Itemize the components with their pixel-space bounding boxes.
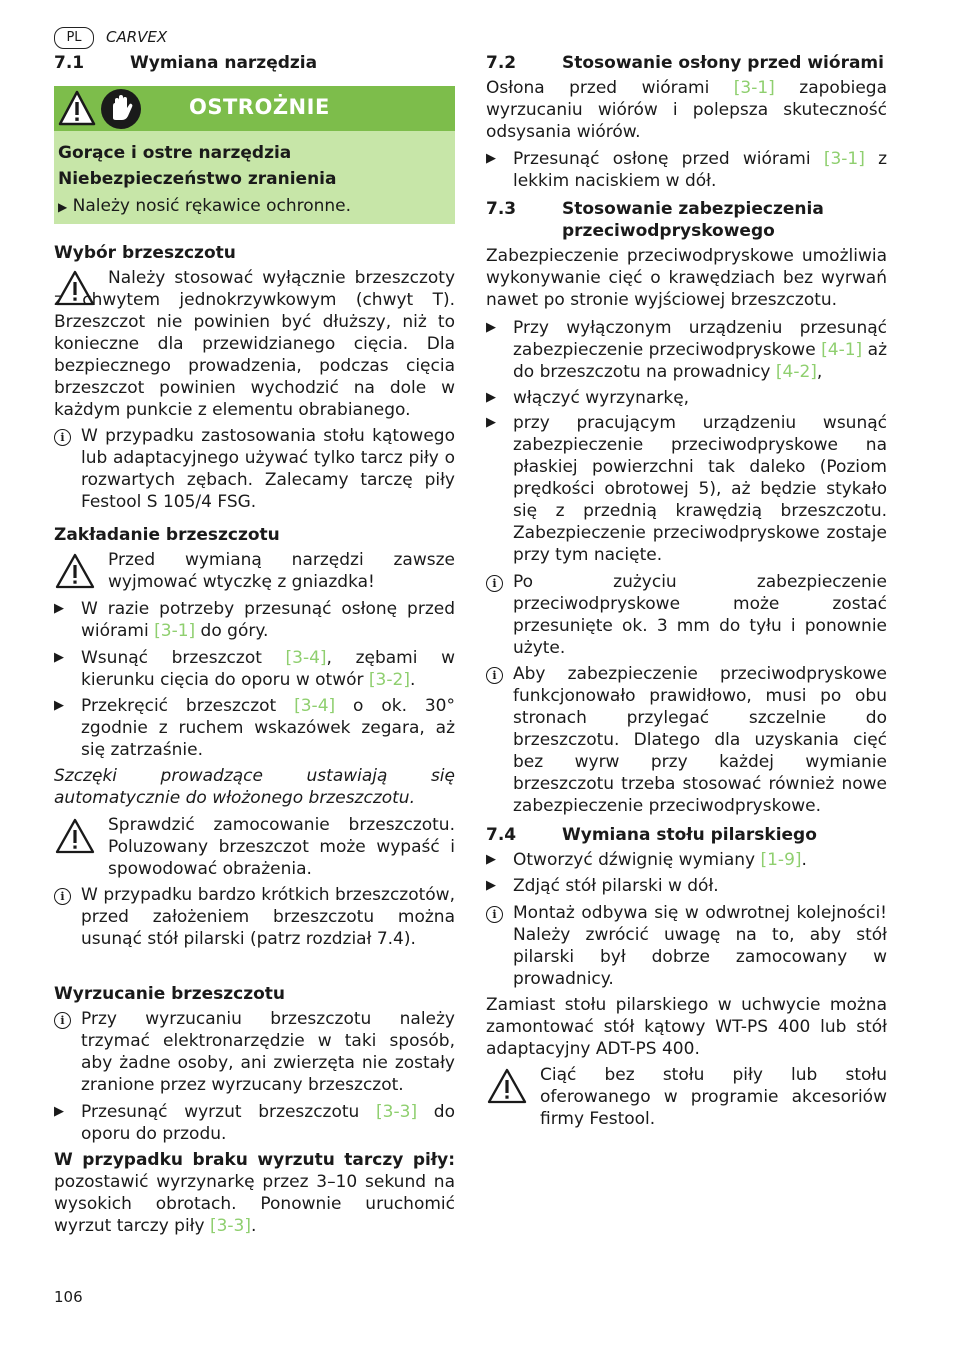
zakladanie-warning-text: Przed wymianą narzędzi zawsze wyjmować wtyczkę z gniazdka! (108, 550, 455, 592)
section-7-3-heading (486, 198, 887, 242)
figure-reference: [4-1] (821, 340, 863, 360)
section-number: 7.1 (54, 53, 85, 73)
warning-triangle-icon (58, 90, 96, 126)
section-number: 7.2 (486, 53, 517, 73)
caution-box (54, 86, 455, 224)
info-icon: i (486, 663, 513, 685)
zakladanie-info-text: W przypadku bardzo krótkich brzeszczotów, przed założeniem brzeszczotu można usunąć stół pilarski (patrz rozdział 7.4). (81, 885, 455, 949)
bullet-arrow-icon: ▶ (486, 852, 496, 867)
figure-reference: [3-3] (376, 1102, 418, 1122)
warning-triangle-icon (487, 1068, 527, 1104)
bullet-arrow-icon: ▶ (486, 320, 496, 335)
figure-reference: [4-2] (775, 362, 817, 382)
section-7-2-heading (486, 52, 887, 74)
section-title: Wymiana narzędzia (130, 53, 318, 73)
figure-reference: [3-2] (368, 670, 410, 690)
subheading-wybor: Wybór brzeszczotu (54, 243, 236, 263)
bullet-arrow-icon: ▶ (486, 878, 496, 893)
wybor-info-text: W przypadku zastosowania stołu kątowego lub adaptacyjnego używać tylko tarcz piły o rozwartych zębach. Zalecamy tarczę piły Festool S 105/4 FSG. (81, 426, 455, 512)
zakladanie-warning-2 (108, 814, 455, 880)
s74-paragraph (486, 994, 887, 1060)
zakladanie-note-text: Szczęki prowadzące ustawiają się automatycznie do włożonego brzeszczotu. (54, 766, 455, 808)
section-number: 7.3 (486, 199, 517, 219)
figure-reference: [3-1] (154, 621, 196, 641)
wybor-warning-text: Należy stosować wyłącznie brzeszczoty z chwytem jednokrzywkowym (chwyt T). Brzeszczot nie powinien być dłuższy, niż to konieczne dla przewidzianego cięcia. Dla bezpiecznego prowadzenia, podczas cięcia brzeszczot powinien wychodzić na dole w każdym punkcie z elementu obrabianego. (54, 268, 455, 420)
info-icon: i (486, 571, 513, 593)
bullet-arrow-icon: ▶ (486, 390, 496, 405)
page-number: 106 (54, 1288, 83, 1306)
figure-reference: [3-4] (294, 696, 336, 716)
info-icon: i (486, 902, 513, 924)
bullet-arrow-icon: ▶ (54, 650, 64, 665)
gloves-icon (100, 88, 142, 130)
bullet-arrow-icon: ▶ (58, 200, 68, 214)
figure-reference: [1-9] (760, 850, 802, 870)
bullet-arrow-icon: ▶ (54, 601, 64, 616)
language-badge: PL (54, 27, 94, 49)
zakladanie-warning (108, 549, 455, 593)
wyrzucanie-fallback: W przypadku braku wyrzutu tarczy piły: pozostawić wyrzynarkę przez 3–10 sekund na wysokich obrotach. Ponownie uruchomić wyrzut tarczy piły [3-3]. (54, 1150, 455, 1236)
section-title: Stosowanie osłony przed wiórami (562, 53, 884, 73)
info-icon: i (54, 1008, 81, 1030)
s73-paragraph (486, 245, 887, 311)
section-7-4-heading (486, 824, 887, 846)
figure-reference: [3-3] (209, 1216, 251, 1236)
section-title: Stosowanie zabezpieczenia (562, 199, 824, 219)
section-title: Wymiana stołu pilarskiego (562, 825, 817, 845)
bullet-arrow-icon: ▶ (486, 415, 496, 430)
caution-hazard-2: Niebezpieczeństwo zranienia (58, 169, 337, 189)
section-title-line-2: przeciwodpryskowego (562, 221, 775, 241)
caution-instruction-text: Należy nosić rękawice ochronne. (72, 196, 352, 216)
bullet-arrow-icon: ▶ (54, 1104, 64, 1119)
subheading-wyrzucanie: Wyrzucanie brzeszczotu (54, 984, 286, 1004)
section-number: 7.4 (486, 825, 517, 845)
bullet-arrow-icon: ▶ (486, 151, 496, 166)
figure-reference: [3-1] (823, 149, 865, 169)
figure-reference: [3-4] (285, 648, 327, 668)
info-icon: i (54, 425, 81, 447)
s74-paragraph-text: Zamiast stołu pilarskiego w uchwycie można zamontować stół kątowy WT-PS 400 lub stół adaptacyjny ADT-PS 400. (486, 995, 887, 1059)
figure-reference: [3-1] (733, 78, 775, 98)
s72-paragraph: Osłona przed wiórami [3-1] zapobiega wyrzucaniu wiórów i polepsza skuteczność odsysania wiórów. (486, 78, 888, 142)
caution-instruction (58, 195, 351, 218)
s74-warning (540, 1064, 887, 1130)
wyrzucanie-info-text: Przy wyrzucaniu brzeszczotu należy trzymać elektronarzędzie w taki sposób, aby żadne osoby, ani zwierzęta nie zostały zranione przez wyrzucany brzeszczot. (81, 1009, 455, 1095)
bullet-arrow-icon: ▶ (54, 698, 64, 713)
caution-title: OSTROŻNIE (189, 95, 330, 119)
zakladanie-warning-2-text: Sprawdzić zamocowanie brzeszczotu. Poluzowany brzeszczot może wypaść i spowodować obrażenia. (108, 815, 455, 879)
wybor-warning (54, 267, 455, 421)
s73-paragraph-text: Zabezpieczenie przeciwodpryskowe umożliwia wykonywanie cięć o krawędziach bez wyrwań nawet po stronie wyjściowej brzeszczotu. (486, 246, 887, 310)
section-7-1-heading (54, 52, 455, 74)
s74-warning-text: Ciąć bez stołu piły lub stołu oferowanego w programie akcesoriów firmy Festool. (540, 1065, 887, 1129)
caution-hazard-1: Gorące i ostre narzędzia (58, 143, 292, 163)
zakladanie-note (54, 765, 455, 809)
brand-name: CARVEX (106, 28, 168, 46)
caution-header (54, 86, 455, 131)
warning-triangle-icon (55, 818, 95, 854)
info-icon: i (54, 884, 81, 906)
warning-triangle-icon (55, 553, 95, 589)
subheading-zakladanie: Zakładanie brzeszczotu (54, 525, 280, 545)
